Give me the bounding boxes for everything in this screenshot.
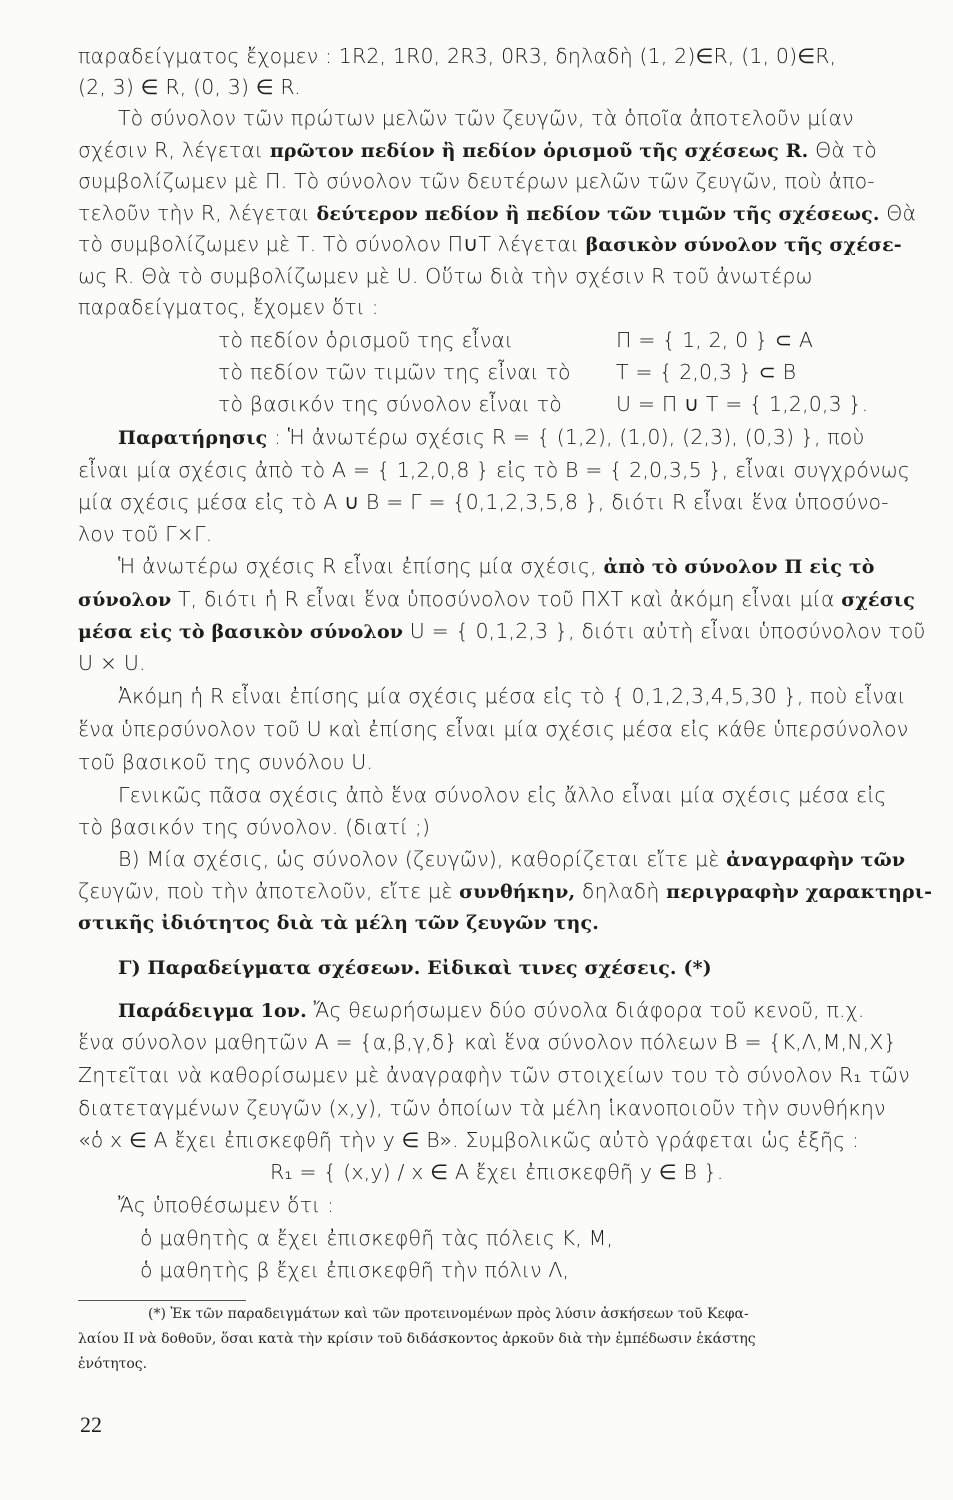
footnote-line-3: ἑνότητος.: [78, 1356, 148, 1372]
example-line-1: Παράδειγμα 1ον. Ἄς θεωρήσωμεν δύο σύνολα διάφορα τοῦ κενοῦ, π.χ.: [118, 998, 865, 1022]
text-line-8: ως R. Θὰ τὸ συμβολίζωμεν μὲ U. Οὕτω διὰ τὴν σχέσιν R τοῦ ἀνωτέρω: [78, 264, 813, 288]
para3-line-3: μέσα εἰς τὸ βασικὸν σύνολον U = { 0,1,2,3 }, διότι αὐτὴ εἶναι ὑποσύνολον τοῦ: [78, 619, 926, 643]
example-line-3: Ζητεῖται νὰ καθορίσωμεν μὲ ἀναγραφὴν τῶν στοιχείων του τὸ σύνολον R₁ τῶν: [78, 1063, 910, 1087]
para3-line-4: U × U.: [78, 651, 146, 675]
para6-line-2: ζευγῶν, ποὺ τὴν ἀποτελοῦν, εἴτε μὲ συνθήκην, δηλαδὴ περιγραφὴν χαρακτηρι-: [78, 879, 933, 903]
para4-line-2: ἕνα ὑπερσύνολον τοῦ U καὶ ἐπίσης εἶναι μία σχέσις μέσα εἰς κάθε ὑπερσύνολον: [78, 717, 909, 741]
remark-line-2: εἶναι μία σχέσις ἀπὸ τὸ A = { 1,2,0,8 } εἰς τὸ B = { 2,0,3,5 }, εἶναι συγχρόνως: [78, 458, 911, 482]
text-line-9: παραδείγματος, ἔχομεν ὅτι :: [78, 295, 379, 319]
page-number: 22: [80, 1412, 102, 1437]
text-line-2: (2, 3) ∈ R, (0, 3) ∈ R.: [78, 75, 301, 99]
example-line-5: «ὁ x ∈ A ἔχει ἐπισκεφθῆ τὴν y ∈ B». Συμβολικῶς αὐτὸ γράφεται ὡς ἑξῆς :: [78, 1128, 860, 1152]
example-line-9: ὁ μαθητὴς β ἔχει ἐπισκεφθῆ τὴν πόλιν Λ,: [140, 1258, 570, 1282]
example-line-2: ἕνα σύνολον μαθητῶν A = {α,β,γ,δ} καὶ ἕνα σύνολον πόλεων B = {Κ,Λ,Μ,Ν,Χ}: [78, 1030, 897, 1054]
remark-line-3: μία σχέσις μέσα εἰς τὸ A ∪ B = Γ = {0,1,2,3,5,8 }, διότι R εἶναι ἕνα ὑποσύνο-: [78, 490, 889, 514]
bold-term: βασικὸν σύνολον τῆς σχέσε-: [585, 234, 902, 256]
footnote-line-1: (*) Ἐκ τῶν παραδειγμάτων καὶ τῶν προτεινομένων πρὸς λύσιν ἀσκήσεων τοῦ Κεφα-: [148, 1306, 749, 1322]
para5-line-2: τὸ βασικόν της σύνολον. (διατί ;): [78, 815, 431, 839]
para4-line-1: Ἀκόμη ἡ R εἶναι ἐπίσης μία σχέσις μέσα εἰς τὸ { 0,1,2,3,4,5,30 }, ποὺ εἶναι: [118, 684, 906, 708]
para6-line-3: στικῆς ἰδιότητος διὰ τὰ μέλη τῶν ζευγῶν της.: [78, 912, 600, 934]
text-line-1: παραδείγματος ἔχομεν : 1R2, 1R0, 2R3, 0R3, δηλαδὴ (1, 2)∈R, (1, 0)∈R,: [78, 44, 837, 68]
para3-line-2: σύνολον Τ, διότι ἡ R εἶναι ἕνα ὑποσύνολον τοῦ ΠΧΤ καὶ ἀκόμη εἶναι μία σχέσις: [78, 587, 915, 611]
bold-term: δεύτερον πεδίον ἢ πεδίον τῶν τιμῶν τῆς σχέσεως.: [316, 203, 880, 225]
example-line-8: ὁ μαθητὴς α ἔχει ἐπισκεφθῆ τὰς πόλεις Κ, Μ,: [140, 1226, 614, 1250]
example-formula: R₁ = { (x,y) / x ∈ A ἔχει ἐπισκεφθῆ y ∈ B }.: [270, 1160, 724, 1184]
text-line-5: συμβολίζωμεν μὲ Π. Τὸ σύνολον τῶν δευτέρων μελῶν τῶν ζευγῶν, ποὺ ἀπο-: [78, 169, 875, 193]
remark-line-4: λον τοῦ Γ×Γ.: [78, 522, 213, 546]
example-line-4: διατεταγμένων ζευγῶν (x,y), τῶν ὁποίων τὰ μέλη ἱκανοποιοῦν τὴν συνθήκην: [78, 1096, 886, 1120]
para4-line-3: τοῦ βασικοῦ της συνόλου U.: [78, 750, 374, 774]
footnote-separator: [78, 1300, 246, 1301]
footnote-line-2: λαίου ΙΙ νὰ δοθοῦν, ὅσαι κατὰ τὴν κρίσιν τοῦ διδάσκοντος ἀρκοῦν διὰ τὴν ἐμπέδωσιν ἑκάστης: [78, 1331, 756, 1347]
text-line-3: Τὸ σύνολον τῶν πρώτων μελῶν τῶν ζευγῶν, τὰ ὁποῖα ἀποτελοῦν μίαν: [118, 106, 854, 130]
bold-term: πρῶτον πεδίον ἢ πεδίον ὁρισμοῦ τῆς σχέσεως R.: [269, 140, 809, 162]
section-heading: Γ) Παραδείγματα σχέσεων. Εἰδικαὶ τινες σχέσεις. (*): [118, 957, 712, 979]
text-line-7: τὸ συμβολίζωμεν μὲ Τ. Τὸ σύνολον Π∪Τ λέγεται βασικὸν σύνολον τῆς σχέσε-: [78, 232, 902, 256]
para5-line-1: Γενικῶς πᾶσα σχέσις ἀπὸ ἕνα σύνολον εἰς ἄλλο εἶναι μία σχέσις μέσα εἰς: [118, 783, 887, 807]
para6-line-1: Β) Μία σχέσις, ὡς σύνολον (ζευγῶν), καθορίζεται εἴτε μὲ ἀναγραφὴν τῶν: [118, 847, 906, 871]
example-line-7: Ἄς ὑποθέσωμεν ὅτι :: [118, 1193, 335, 1217]
remark-line-1: Παρατήρησις : Ἡ ἀνωτέρω σχέσις R = { (1,2), (1,0), (2,3), (0,3) }, ποὺ: [118, 425, 865, 449]
book-page: παραδείγματος ἔχομεν : 1R2, 1R0, 2R3, 0R3, δηλαδὴ (1, 2)∈R, (1, 0)∈R, (2, 3) ∈ R, (0, 3) ∈ R. Τὸ σύνολον τῶν πρώτων μελῶν τῶν ζευγῶν, τὰ ὁποῖα ἀποτελοῦν μίαν σχέσιν R, λέγεται πρῶτον πεδίον ἢ πεδίον ὁρισμοῦ τῆς σχέσεως R. Θὰ τὸ συμβολίζωμεν μὲ Π. Τὸ σύνολον τῶν δευτέρων μελῶν τῶν ζευγῶν, ποὺ ἀπο- τελοῦν τὴν R, λέγεται δεύτερον πεδίον ἢ πεδίον τῶν τιμῶν τῆς σχέσεως. Θὰ τὸ συμβολίζωμεν μὲ Τ. Τὸ σύνολον Π∪Τ λέγεται βασικὸν σύνολον τῆς σχέσε- ως R. Θὰ τὸ συμβολίζωμεν μὲ U. Οὕτω διὰ τὴν σχέσιν R τοῦ ἀνωτέρω παραδείγματος, ἔχομεν ὅτι : τὸ πεδίον ὁρισμοῦ της εἶναι Π = { 1, 2, 0 } ⊂ A τὸ πεδίον τῶν τιμῶν της εἶναι τὸ Τ = { 2,0,3 } ⊂ B τὸ βασικόν της σύνολον εἶναι τὸ U = Π ∪ Τ = { 1,2,0,3 }. Παρατήρησις : Ἡ ἀνωτέρω σχέσις R = { (1,2), (1,0), (2,3), (0,3) }, ποὺ εἶναι μία σχέσις ἀπὸ τὸ A = { 1,2,0,8 } εἰς τὸ B = { 2,0,3,5 }, εἶναι συγχρόνως μία σχέσις μέσα εἰς τὸ A ∪ B = Γ = {0,1,2,3,5,8 }, διότι R εἶναι ἕνα ὑποσύνο- λον τοῦ Γ×Γ. Ἡ ἀνωτέρω σχέσις R εἶναι ἐπίσης μία σχέσις, ἀπὸ τὸ σύνολον Π εἰς τὸ σύνολον Τ, διότι ἡ R εἶναι ἕνα ὑποσύνολον τοῦ ΠΧΤ καὶ ἀκόμη εἶναι μία σχέσις μέσα εἰς τὸ βασικὸν σύνολον U = { 0,1,2,3 }, διότι αὐτὴ εἶναι ὑποσύνολον τοῦ U × U. Ἀκόμη ἡ R εἶναι ἐπίσης μία σχέσις μέσα εἰς τὸ { 0,1,2,3,4,5,30 }, ποὺ εἶναι ἕνα ὑπερσύνολον τοῦ U καὶ ἐπίσης εἶναι μία σχέσις μέσα εἰς κάθε ὑπερσύνολον τοῦ βασικοῦ της συνόλου U. Γενικῶς πᾶσα σχέσις ἀπὸ ἕνα σύνολον εἰς ἄλλο εἶναι μία σχέσις μέσα εἰς τὸ βασικόν της σύνολον. (διατί ;) Β) Μία σχέσις, ὡς σύνολον (ζευγῶν), καθορίζεται εἴτε μὲ ἀναγραφὴν τῶν ζευγῶν, ποὺ τὴν ἀποτελοῦν, εἴτε μὲ συνθήκην, δηλαδὴ περιγραφὴν χαρακτηρι- στικῆς ἰδιότητος διὰ τὰ μέλη τῶν ζευγῶν της. Γ) Παραδείγματα σχέσεων. Εἰδικαὶ τινες σχέσεις. (*) Παράδειγμα 1ον. Ἄς θεωρήσωμεν δύο σύνολα διάφορα τοῦ κενοῦ, π.χ. ἕνα σύνολον μαθητῶν A = {α,β,γ,δ} καὶ ἕνα σύνολον πόλεων B = {Κ,Λ,Μ,Ν,Χ} Ζητεῖται νὰ καθορίσωμεν μὲ ἀναγραφὴν τῶν στοιχείων του τὸ σύνολον R₁ τῶν διατεταγμένων ζευγῶν (x,y), τῶν ὁποίων τὰ μέλη ἱκανοποιοῦν τὴν συνθήκην «ὁ x ∈ A ἔχει ἐπισκεφθῆ τὴν y ∈ B». Συμβολικῶς αὐτὸ γράφεται ὡς ἑξῆς : R₁ = { (x,y) / x ∈ A ἔχει ἐπισκεφθῆ y ∈ B }. Ἄς ὑποθέσωμεν ὅτι : ὁ μαθητὴς α ἔχει ἐπισκεφθῆ τὰς πόλεις Κ, Μ, ὁ μαθητὴς β ἔχει ἐπισκεφθῆ τὴν πόλιν Λ, (*) Ἐκ τῶν παραδειγμάτων καὶ τῶν προτεινομένων πρὸς λύσιν ἀσκήσεων τοῦ Κεφα- λαίου ΙΙ νὰ δοθοῦν, ὅσαι κατὰ τὴν κρίσιν τοῦ διδάσκοντος ἀρκοῦν διὰ τὴν ἐμπέδωσιν ἑκάστης ἑνότητος. 22: [0, 0, 953, 1500]
para3-line-1: Ἡ ἀνωτέρω σχέσις R εἶναι ἐπίσης μία σχέσις, ἀπὸ τὸ σύνολον Π εἰς τὸ: [118, 554, 875, 578]
text-line-6: τελοῦν τὴν R, λέγεται δεύτερον πεδίον ἢ πεδίον τῶν τιμῶν τῆς σχέσεως. Θὰ: [78, 201, 917, 225]
text-line-4: σχέσιν R, λέγεται πρῶτον πεδίον ἢ πεδίον ὁρισμοῦ τῆς σχέσεως R. Θὰ τὸ: [78, 138, 877, 162]
